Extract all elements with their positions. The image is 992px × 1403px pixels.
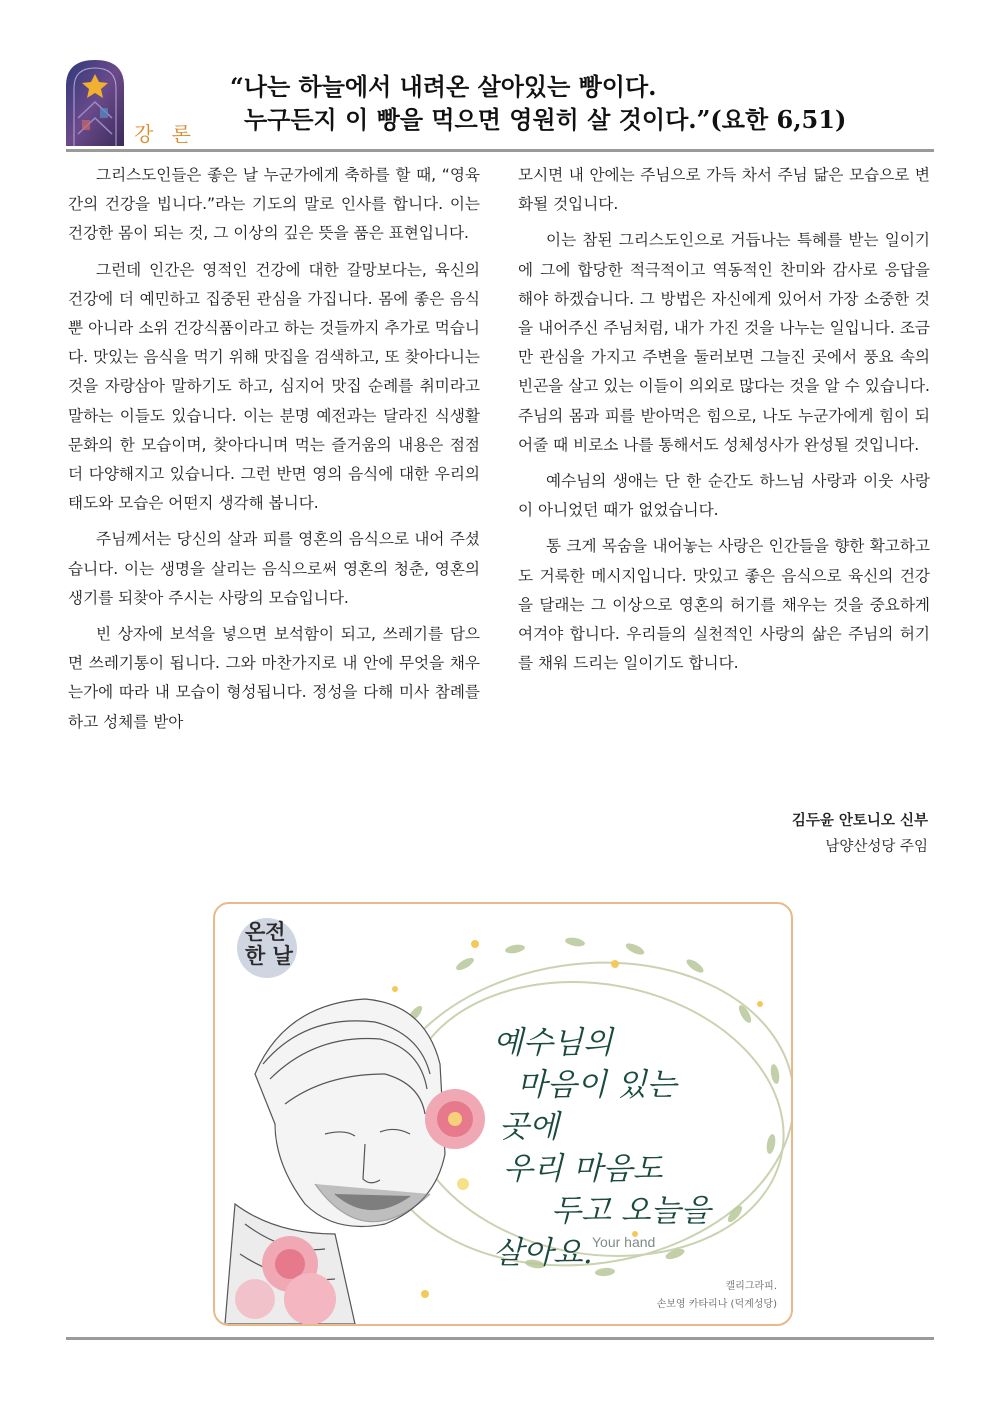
- headline-line-1: “나는 하늘에서 내려온 살아있는 빵이다.: [230, 72, 657, 101]
- credit-line: 캘리그라피.: [725, 1281, 777, 1292]
- stained-glass-icon: [64, 58, 126, 146]
- headline-line-2: 누구든지 이 빵을 먹으면 영원히 살 것이다.”: [244, 105, 711, 134]
- article-header: [64, 58, 934, 150]
- right-column: [518, 161, 930, 685]
- paragraph: 그리스도인들은 좋은 날 누군가에게 축하를 할 때, “영육간의 건강을 빕니다.”라는 기도의 말로 인사를 합니다. 이는 건강한 몸이 되는 것, 그 이상의 깊은 뜻을 품은 표현입니다.: [68, 166, 480, 243]
- author-name: 김두윤 안토니오 신부: [791, 813, 928, 829]
- calligraphy-line: 마음이 있는: [517, 1067, 677, 1103]
- artwork-credit: [657, 1278, 777, 1314]
- paragraph: 이는 참된 그리스도인으로 거듭나는 특혜를 받는 일이기에 그에 합당한 적극적이고 역동적인 찬미와 감사로 응답을 해야 하겠습니다. 그 방법은 자신에게 있어서 가장 소중한 것을 내어주신 주님처럼, 내가 가진 것을 나누는 일입니다. 조금만 관심을 가지고 주변을 둘러보면 그늘진 곳에서 풍요 속의 빈곤을 살고 있는 이들이 의외로 많다는 것을 알 수 있습니다. 주님의 몸과 피를 받아먹은 힘으로, 나도 누군가에게 힘이 되어줄 때 비로소 나를 통해서도 성체성사가 완성될 것입니다.: [518, 231, 930, 454]
- paragraph: 그런데 인간은 영적인 건강에 대한 갈망보다는, 육신의 건강에 더 예민하고 집중된 관심을 가집니다. 몸에 좋은 음식뿐 아니라 소위 건강식품이라고 하는 것들까지 추가로 먹습니다. 맛있는 음식을 먹기 위해 맛집을 검색하고, 또 찾아다니는 것을 자랑삼아 말하기도 하고, 심지어 맛집 순례를 취미라고 말하는 이들도 있습니다. 이는 분명 예전과는 달라진 식생활 문화의 한 모습이며, 찾아다니며 먹는 즐거움의 내용은 점점 더 다양해지고 있습니다. 그런 반면 영의 음식에 대한 우리의 태도와 모습은 어떤지 생각해 봅니다.: [68, 260, 480, 513]
- stamp-text: 온전한 날: [245, 919, 293, 968]
- top-divider: [66, 149, 934, 152]
- section-label: 강 론: [134, 122, 197, 146]
- headline: [230, 70, 846, 136]
- your-hand-label: Your hand: [592, 1234, 656, 1250]
- calligraphy-line: 우리 마음도: [503, 1151, 663, 1187]
- credit-line: 손보영 카타리나 (덕계성당): [656, 1299, 777, 1310]
- paragraph: 주님께서는 당신의 살과 피를 영혼의 음식으로 내어 주셨습니다. 이는 생명을 살리는 음식으로써 영혼의 청춘, 영혼의 생기를 되찾아 주시는 사랑의 모습입니다.: [68, 530, 480, 607]
- calligraphy-line: 예수님의: [493, 1025, 613, 1061]
- paragraph: 통 크게 목숨을 내어놓는 사랑은 인간들을 향한 확고하고도 거룩한 메시지입니다. 맛있고 좋은 음식으로 육신의 건강을 달래는 그 이상으로 영혼의 허기를 채우는 것을 중요하게 여겨야 합니다. 우리들의 실천적인 사랑의 삶은 주님의 허기를 채워 드리는 일이기도 합니다.: [518, 537, 930, 673]
- calligraphy-line: 두고 오늘을: [551, 1193, 711, 1229]
- calligraphy-line: 곳에: [499, 1109, 559, 1145]
- calligraphy-line: 살아요.: [493, 1235, 593, 1271]
- paragraph: 예수님의 생애는 단 한 순간도 하느님 사랑과 이웃 사랑이 아니었던 때가 없었습니다.: [518, 472, 930, 520]
- paragraph-continuation: 모시면 내 안에는 주님으로 가득 차서 주님 닮은 모습으로 변화될 것입니다.: [518, 166, 930, 214]
- byline: [792, 808, 928, 860]
- author-role: 남양산성당 주임: [825, 839, 928, 855]
- left-column: [68, 161, 480, 744]
- jesus-sketch: [225, 999, 445, 1324]
- scripture-reference: (요한 6,51): [710, 105, 847, 134]
- paragraph: 빈 상자에 보석을 넣으면 보석함이 되고, 쓰레기를 담으면 쓰레기통이 됩니다. 그와 마찬가지로 내 안에 무엇을 채우는가에 따라 내 모습이 형성됩니다. 정성을 다해 미사 참례를 하고 성체를 받아: [68, 625, 480, 731]
- bottom-divider: [66, 1337, 934, 1340]
- illustration-card: [213, 902, 793, 1326]
